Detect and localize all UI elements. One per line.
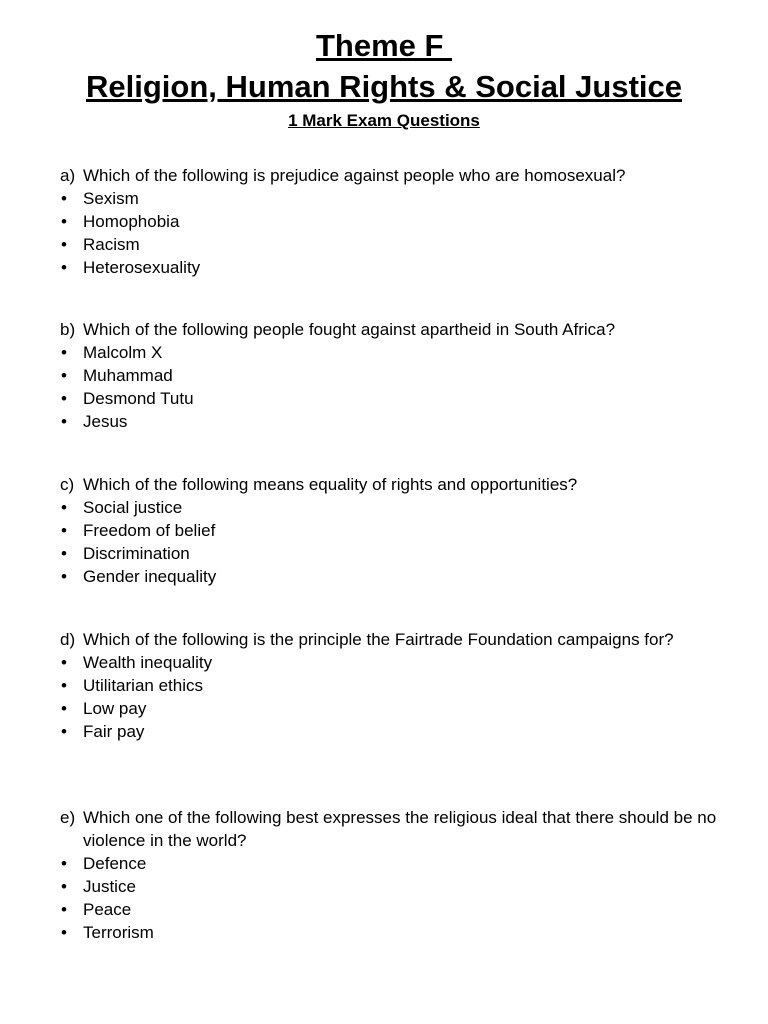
option-item xyxy=(60,233,740,256)
option-list xyxy=(60,341,740,433)
bullet-icon: • xyxy=(61,877,67,896)
question-text: Which of the following people fought against apartheid in South Africa? xyxy=(83,320,616,339)
option-item xyxy=(60,256,740,279)
option-text: Heterosexuality xyxy=(83,258,201,277)
question-e xyxy=(60,806,740,944)
option-item xyxy=(60,496,740,519)
bullet-icon: • xyxy=(61,900,67,919)
option-item xyxy=(60,210,740,233)
question-text: Which one of the following best expresses the religious ideal that there should be no violence in the world? xyxy=(83,808,717,850)
option-item xyxy=(60,697,740,720)
option-item xyxy=(60,674,740,697)
option-item xyxy=(60,364,740,387)
option-item xyxy=(60,921,740,944)
option-text: Justice xyxy=(83,877,136,896)
bullet-icon: • xyxy=(61,923,67,942)
question-c xyxy=(60,473,740,588)
bullet-icon: • xyxy=(61,567,67,586)
option-item xyxy=(60,720,740,743)
option-item xyxy=(60,187,740,210)
option-item xyxy=(60,875,740,898)
option-text: Social justice xyxy=(83,498,183,517)
option-list xyxy=(60,496,740,588)
bullet-icon: • xyxy=(61,366,67,385)
bullet-icon: • xyxy=(61,235,67,254)
option-item xyxy=(60,898,740,921)
option-text: Peace xyxy=(83,900,132,919)
bullet-icon: • xyxy=(61,189,67,208)
option-text: Malcolm X xyxy=(83,343,163,362)
option-item xyxy=(60,519,740,542)
option-item xyxy=(60,542,740,565)
topic-title: Religion, Human Rights & Social Justice xyxy=(86,69,682,104)
bullet-icon: • xyxy=(61,258,67,277)
option-text: Racism xyxy=(83,235,140,254)
question-text: Which of the following is prejudice against people who are homosexual? xyxy=(83,166,626,185)
question-d xyxy=(60,628,740,743)
bullet-icon: • xyxy=(61,722,67,741)
option-text: Terrorism xyxy=(83,923,154,942)
option-text: Utilitarian ethics xyxy=(83,676,203,695)
option-item xyxy=(60,565,740,588)
option-text: Discrimination xyxy=(83,544,190,563)
option-text: Defence xyxy=(83,854,147,873)
option-text: Low pay xyxy=(83,699,147,718)
question-letter: c) xyxy=(60,475,75,494)
theme-title: Theme F xyxy=(315,28,453,63)
option-list xyxy=(60,187,740,279)
option-item xyxy=(60,651,740,674)
question-a xyxy=(60,164,740,279)
option-text: Gender inequality xyxy=(83,567,217,586)
option-text: Sexism xyxy=(83,189,139,208)
option-text: Jesus xyxy=(83,412,128,431)
bullet-icon: • xyxy=(61,544,67,563)
question-text: Which of the following means equality of rights and opportunities? xyxy=(83,475,578,494)
bullet-icon: • xyxy=(61,676,67,695)
option-text: Desmond Tutu xyxy=(83,389,194,408)
bullet-icon: • xyxy=(61,343,67,362)
option-text: Fair pay xyxy=(83,722,145,741)
bullet-icon: • xyxy=(61,699,67,718)
option-item xyxy=(60,410,740,433)
question-letter: a) xyxy=(60,166,76,185)
question-b xyxy=(60,318,740,433)
question-letter: d) xyxy=(60,630,76,649)
bullet-icon: • xyxy=(61,389,67,408)
option-list xyxy=(60,651,740,743)
bullet-icon: • xyxy=(61,412,67,431)
document-header xyxy=(0,26,768,132)
option-list xyxy=(60,852,740,944)
bullet-icon: • xyxy=(61,653,67,672)
bullet-icon: • xyxy=(61,498,67,517)
section-subtitle: 1 Mark Exam Questions xyxy=(288,111,480,130)
option-item xyxy=(60,387,740,410)
option-text: Freedom of belief xyxy=(83,521,216,540)
bullet-icon: • xyxy=(61,521,67,540)
bullet-icon: • xyxy=(61,854,67,873)
option-text: Wealth inequality xyxy=(83,653,213,672)
option-item xyxy=(60,341,740,364)
question-letter: e) xyxy=(60,808,76,827)
question-text: Which of the following is the principle the Fairtrade Foundation campaigns for? xyxy=(83,630,674,649)
option-text: Muhammad xyxy=(83,366,173,385)
question-letter: b) xyxy=(60,320,76,339)
option-item xyxy=(60,852,740,875)
bullet-icon: • xyxy=(61,212,67,231)
option-text: Homophobia xyxy=(83,212,180,231)
